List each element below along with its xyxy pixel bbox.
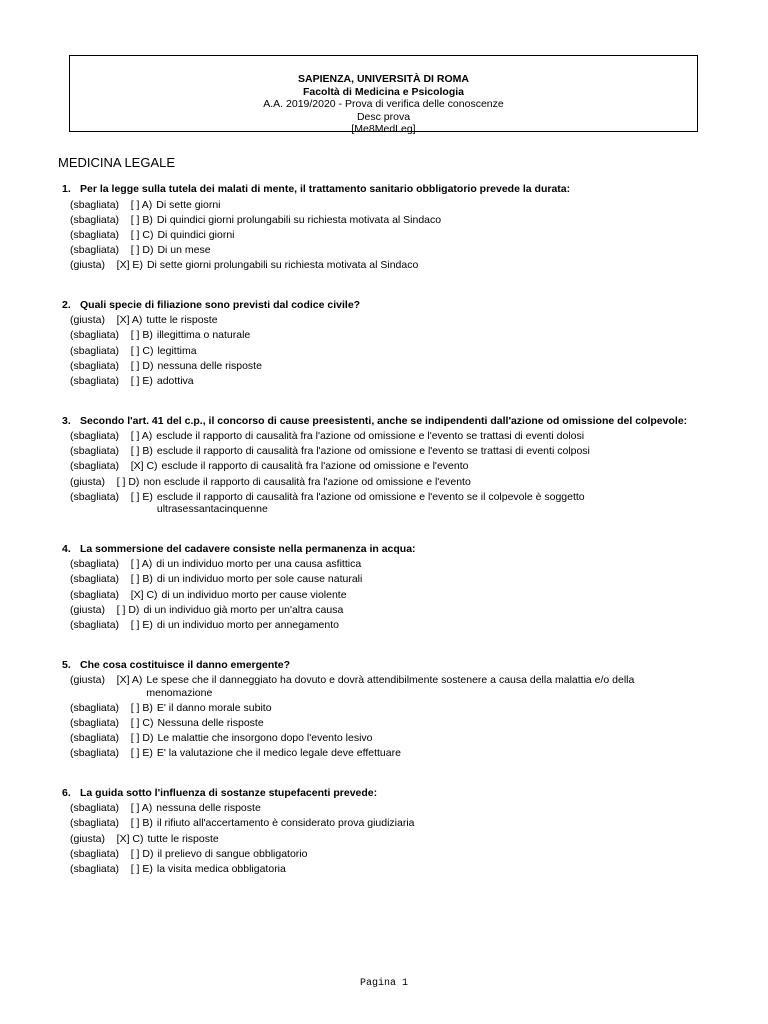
- answer-text: Di sette giorni prolungabili su richiesta motivata al Sindaco: [146, 259, 419, 272]
- answer-text: Di quindici giorni prolungabili su richiesta motivata al Sindaco: [156, 213, 442, 226]
- question-prompt: La guida sotto l'influenza di sostanze stupefacenti prevede:: [80, 786, 378, 799]
- question-item: [62, 299, 692, 388]
- answer-label: (sbagliata) [X] C): [70, 588, 158, 601]
- answer-option: [62, 445, 692, 458]
- answer-label: (sbagliata) [ ] B): [70, 701, 153, 714]
- answer-text: il rifiuto all'accertamento è considerato prova giudiziaria: [156, 817, 415, 830]
- answer-text: illegittima o naturale: [156, 329, 251, 342]
- answer-label: (sbagliata) [ ] D): [70, 244, 154, 257]
- answer-text: di un individuo morto per sole cause naturali: [156, 573, 363, 586]
- question-number: 5.: [62, 658, 71, 671]
- question-prompt: Quali specie di filiazione sono previsti dal codice civile?: [80, 298, 361, 311]
- answer-label: (sbagliata) [ ] B): [70, 213, 153, 226]
- answer-label: (giusta) [ ] D): [70, 475, 140, 488]
- answer-option: [62, 259, 692, 272]
- answer-label: (sbagliata) [ ] B): [70, 445, 153, 458]
- question-prompt: Per la legge sulla tutela dei malati di mente, il trattamento sanitario obbligatorio prevede la durata:: [80, 183, 571, 195]
- answer-option: [62, 848, 692, 861]
- answer-text: Di un mese: [157, 244, 211, 257]
- exam-code: [Me8MedLeg]: [351, 123, 416, 135]
- answer-label: (sbagliata) [ ] E): [70, 490, 153, 503]
- section-title: MEDICINA LEGALE: [58, 155, 176, 170]
- answer-option: [62, 702, 692, 715]
- answer-text: tutte le risposte: [147, 832, 219, 845]
- question-item: [62, 415, 692, 516]
- answer-option: [62, 229, 692, 242]
- answer-text: E' il danno morale subito: [156, 701, 272, 714]
- question-list: [62, 183, 692, 903]
- answer-label: (giusta) [ ] D): [70, 603, 140, 616]
- answer-option: [62, 604, 692, 617]
- answer-text: Nessuna delle risposte: [157, 716, 264, 729]
- answer-option: [62, 491, 692, 516]
- university-name: SAPIENZA, UNIVERSITÀ DI ROMA: [298, 73, 469, 85]
- answer-label: (sbagliata) [ ] C): [70, 716, 154, 729]
- answer-label: (sbagliata) [ ] E): [70, 747, 153, 760]
- answer-label: (sbagliata) [ ] A): [70, 802, 153, 815]
- question-number: 3.: [62, 414, 71, 427]
- answer-option: [62, 747, 692, 760]
- faculty-name: Facoltà di Medicina e Psicologia: [302, 85, 465, 98]
- answer-label: (sbagliata) [X] C): [70, 460, 158, 473]
- answer-option: [62, 314, 692, 327]
- answer-label: (sbagliata) [ ] A): [70, 430, 153, 442]
- answer-text: il prelievo di sangue obbligatorio: [157, 847, 308, 860]
- answer-label: (sbagliata) [ ] B): [70, 817, 153, 830]
- answer-label: (sbagliata) [ ] E): [70, 619, 153, 631]
- answer-text: legittima: [157, 344, 197, 357]
- answer-text: esclude il rapporto di causalità fra l'azione od omissione e l'evento: [161, 460, 469, 473]
- question-item: [62, 787, 692, 876]
- answer-text: la visita medica obbligatoria: [156, 863, 286, 875]
- question-number: 6.: [62, 786, 71, 799]
- academic-year: A.A. 2019/2020 - Prova di verifica delle conoscenze: [263, 98, 504, 110]
- exam-description: Desc prova: [356, 110, 411, 123]
- answer-label: (sbagliata) [ ] B): [70, 329, 153, 342]
- question-text: [62, 299, 692, 312]
- answer-text: Le spese che il danneggiato ha dovuto e dovrà attendibilmente sostenere a causa della malattia e/o della menomazione: [146, 674, 635, 699]
- answer-option: [62, 360, 692, 373]
- answer-option: [62, 863, 692, 876]
- answer-text: esclude il rapporto di causalità fra l'azione od omissione e l'evento se trattasi di eventi colposi: [156, 445, 590, 458]
- question-number: 2.: [62, 298, 71, 311]
- answer-label: (sbagliata) [ ] D): [70, 732, 154, 745]
- answer-label: (sbagliata) [ ] B): [70, 573, 153, 586]
- question-prompt: La sommersione del cadavere consiste nella permanenza in acqua:: [80, 542, 416, 555]
- answer-option: [62, 717, 692, 730]
- question-text: [62, 543, 692, 556]
- answer-text: esclude il rapporto di causalità fra l'azione od omissione e l'evento se trattasi di eventi dolosi: [156, 430, 585, 442]
- question-prompt: Secondo l'art. 41 del c.p., il concorso di cause preesistenti, anche se indipendenti dall'azione od omissione del colpevole:: [80, 414, 688, 427]
- question-text: [62, 659, 692, 672]
- answer-text: di un individuo già morto per un'altra causa: [143, 603, 344, 616]
- answer-option: [62, 674, 692, 699]
- answer-label: (sbagliata) [ ] D): [70, 359, 154, 372]
- exam-header: [69, 55, 698, 135]
- answer-text: nessuna delle risposte: [157, 359, 262, 372]
- answer-text: di un individuo morto per una causa asfittica: [156, 558, 362, 571]
- answer-label: (giusta) [X] A): [70, 674, 143, 686]
- answer-text: E' la valutazione che il medico legale deve effettuare: [156, 747, 401, 760]
- answer-option: [62, 476, 692, 489]
- question-text: [62, 787, 692, 800]
- answer-text: nessuna delle risposte: [156, 802, 261, 815]
- question-number: 1.: [62, 183, 71, 195]
- answer-label: (giusta) [X] C): [70, 832, 144, 845]
- question-item: [62, 183, 692, 272]
- answer-text: Di quindici giorni: [157, 228, 235, 241]
- answer-option: [62, 345, 692, 358]
- answer-text: Le malattie che insorgono dopo l'evento lesivo: [157, 732, 373, 745]
- answer-label: (sbagliata) [ ] E): [70, 375, 153, 387]
- answer-label: (sbagliata) [ ] E): [70, 863, 153, 875]
- question-item: [62, 659, 692, 760]
- answer-option: [62, 619, 692, 632]
- answer-label: (sbagliata) [ ] C): [70, 228, 154, 241]
- answer-option: [62, 199, 692, 212]
- question-prompt: Che cosa costituisce il danno emergente?: [80, 658, 291, 671]
- question-text: [62, 415, 692, 428]
- answer-label: (sbagliata) [ ] C): [70, 344, 154, 357]
- question-item: [62, 543, 692, 632]
- answer-text: di un individuo morto per cause violente: [161, 588, 347, 601]
- page-footer: Pagina 1: [359, 978, 408, 989]
- answer-text: tutte le risposte: [146, 314, 218, 327]
- question-number: 4.: [62, 542, 71, 555]
- answer-option: [62, 375, 692, 388]
- answer-option: [62, 329, 692, 342]
- answer-option: [62, 573, 692, 586]
- answer-label: (sbagliata) [ ] D): [70, 847, 154, 860]
- answer-option: [62, 833, 692, 846]
- answer-option: [62, 817, 692, 830]
- answer-label: (giusta) [X] E): [70, 259, 143, 272]
- answer-option: [62, 732, 692, 745]
- answer-option: [62, 244, 692, 257]
- answer-option: [62, 802, 692, 815]
- answer-option: [62, 589, 692, 602]
- answer-label: (sbagliata) [ ] A): [70, 558, 153, 571]
- answer-text: adottiva: [156, 375, 194, 387]
- answer-label: (giusta) [X] A): [70, 314, 143, 327]
- answer-option: [62, 558, 692, 571]
- answer-text: Di sette giorni: [156, 198, 221, 211]
- answer-option: [62, 430, 692, 443]
- question-text: [62, 183, 692, 196]
- answer-text: di un individuo morto per annegamento: [156, 619, 339, 631]
- answer-label: (sbagliata) [ ] A): [70, 198, 153, 211]
- answer-option: [62, 460, 692, 473]
- answer-text: non esclude il rapporto di causalità fra l'azione od omissione e l'evento: [143, 475, 471, 488]
- answer-option: [62, 214, 692, 227]
- answer-text: esclude il rapporto di causalità fra l'azione od omissione e l'evento se il colpevole è soggetto ultrasessantacinquenne: [156, 490, 585, 516]
